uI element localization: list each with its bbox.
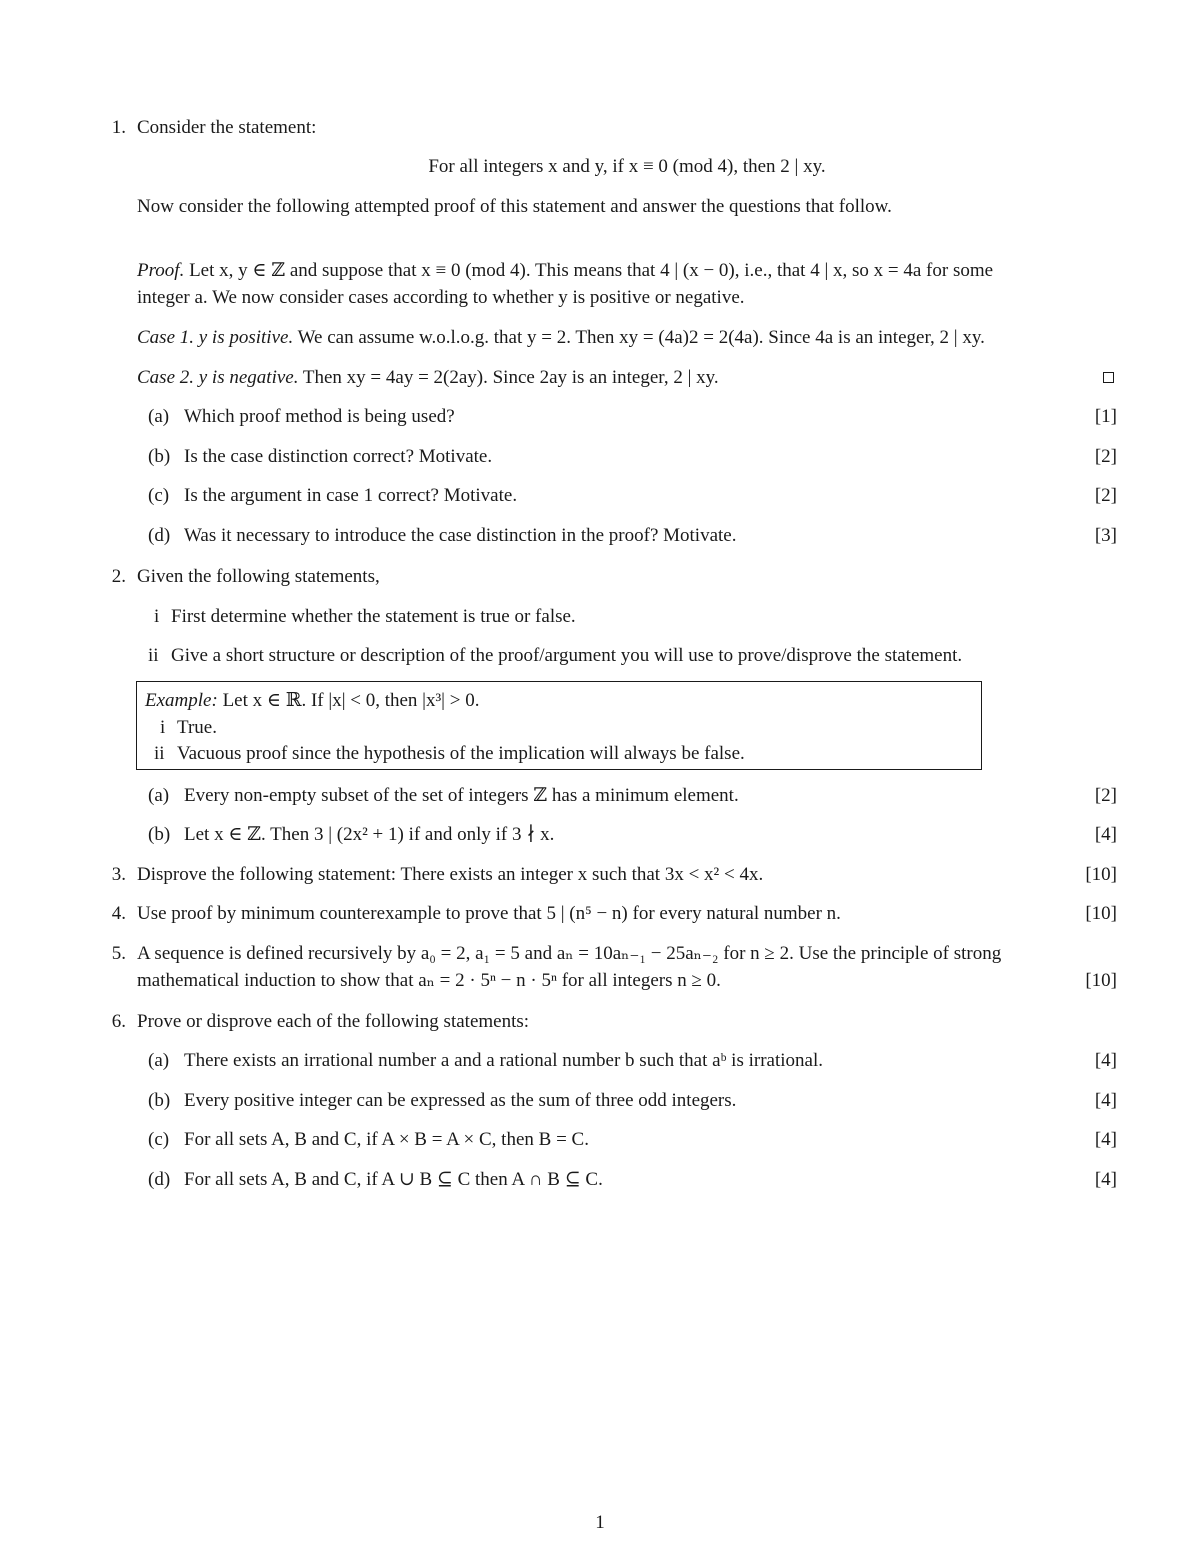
q6-intro: Prove or disprove each of the following statements:	[137, 1011, 530, 1032]
q5-number: 5.	[111, 943, 126, 964]
q2-step-i-label: i	[154, 606, 160, 627]
example-i-text: True.	[177, 717, 217, 738]
q1-part-a-label: (a)	[148, 406, 170, 427]
q6-part-c-marks: [4]	[1094, 1129, 1117, 1150]
case2-label: Case 2. y is negative.	[137, 367, 299, 388]
q1-part-d-marks: [3]	[1094, 525, 1117, 546]
q2-step-i-text: First determine whether the statement is true or false.	[171, 606, 576, 627]
q6-part-a-label: (a)	[148, 1050, 170, 1071]
q6-part-d-text: For all sets A, B and C, if A ∪ B ⊆ C then A ∩ B ⊆ C.	[184, 1169, 603, 1190]
q5-line2: mathematical induction to show that aₙ = 2 · 5ⁿ − n · 5ⁿ for all integers n ≥ 0.	[137, 970, 721, 991]
q4-marks: [10]	[1085, 903, 1117, 924]
q6-part-b-text: Every positive integer can be expressed as the sum of three odd integers.	[184, 1090, 737, 1111]
page-number: 1	[595, 1512, 605, 1533]
example-line1	[145, 688, 479, 714]
q2-part-a-text: Every non-empty subset of the set of integers ℤ has a minimum element.	[184, 785, 739, 806]
q1-part-a-marks: [1]	[1094, 406, 1117, 427]
q1-intro: Consider the statement:	[137, 117, 317, 138]
q2-part-a-marks: [2]	[1094, 785, 1117, 806]
case2-text: Then xy = 4ay = 2(2ay). Since 2ay is an integer, 2 | xy.	[298, 367, 719, 388]
q1-part-c-text: Is the argument in case 1 correct? Motivate.	[184, 485, 518, 506]
q2-part-b-marks: [4]	[1094, 824, 1117, 845]
example-text: Let x ∈ ℝ. If |x| < 0, then |x³| > 0.	[217, 690, 480, 711]
q1-proof-line2: integer a. We now consider cases according to whether y is positive or negative.	[137, 287, 745, 308]
case1-label: Case 1. y is positive.	[137, 327, 294, 348]
q6-part-d-label: (d)	[148, 1169, 171, 1190]
case1-text: We can assume w.o.l.o.g. that y = 2. Then xy = (4a)2 = 2(4a). Since 4a is an integer, 2 | xy.	[293, 327, 985, 348]
proof-label: Proof.	[137, 260, 185, 281]
q1-statement: For all integers x and y, if x ≡ 0 (mod 4), then 2 | xy.	[428, 156, 826, 177]
qed-square-icon	[1103, 372, 1114, 383]
example-ii-text: Vacuous proof since the hypothesis of the implication will always be false.	[177, 743, 745, 764]
q1-part-c-marks: [2]	[1094, 485, 1117, 506]
q1-proof-line1	[137, 258, 993, 284]
q4-text: Use proof by minimum counterexample to prove that 5 | (n⁵ − n) for every natural number n.	[137, 903, 841, 924]
q3-marks: [10]	[1085, 864, 1117, 885]
q1-part-d-text: Was it necessary to introduce the case distinction in the proof? Motivate.	[184, 525, 737, 546]
q1-part-a-text: Which proof method is being used?	[184, 406, 455, 427]
q6-part-c-text: For all sets A, B and C, if A × B = A × C, then B = C.	[184, 1129, 589, 1150]
example-i-label: i	[160, 717, 166, 738]
q2-part-b-label: (b)	[148, 824, 171, 845]
q1-part-b-text: Is the case distinction correct? Motivate.	[184, 446, 493, 467]
q4-number: 4.	[111, 903, 126, 924]
q6-part-d-marks: [4]	[1094, 1169, 1117, 1190]
q5-line1: A sequence is defined recursively by a₀ = 2, a₁ = 5 and aₙ = 10aₙ₋₁ − 25aₙ₋₂ for n ≥ 2. Use the principle of strong	[137, 943, 1002, 964]
q1-case1	[137, 325, 985, 351]
q2-step-ii-text: Give a short structure or description of the proof/argument you will use to prove/disprove the statement.	[171, 645, 963, 666]
q1-number: 1.	[111, 117, 126, 138]
q6-number: 6.	[111, 1011, 126, 1032]
q3-text: Disprove the following statement: There exists an integer x such that 3x < x² < 4x.	[137, 864, 764, 885]
q1-part-c-label: (c)	[148, 485, 170, 506]
q3-number: 3.	[111, 864, 126, 885]
q6-part-a-text: There exists an irrational number a and a rational number b such that aᵇ is irrational.	[184, 1050, 823, 1071]
q1-part-d-label: (d)	[148, 525, 171, 546]
q1-case2	[137, 365, 719, 391]
q2-part-b-text: Let x ∈ ℤ. Then 3 | (2x² + 1) if and only if 3 ∤ x.	[184, 824, 555, 845]
q2-step-ii-label: ii	[148, 645, 159, 666]
q2-number: 2.	[111, 566, 126, 587]
proof-text-1: Let x, y ∈ ℤ and suppose that x ≡ 0 (mod 4). This means that 4 | (x − 0), i.e., that 4 | x, so x = 4a for some	[184, 260, 994, 281]
q6-part-c-label: (c)	[148, 1129, 170, 1150]
q1-part-b-marks: [2]	[1094, 446, 1117, 467]
q1-instruction: Now consider the following attempted proof of this statement and answer the questions that follow.	[137, 196, 892, 217]
q2-intro: Given the following statements,	[137, 566, 380, 587]
example-ii-label: ii	[154, 743, 165, 764]
q1-part-b-label: (b)	[148, 446, 171, 467]
example-label: Example:	[145, 690, 218, 711]
q6-part-a-marks: [4]	[1094, 1050, 1117, 1071]
q6-part-b-label: (b)	[148, 1090, 171, 1111]
q5-marks: [10]	[1085, 970, 1117, 991]
q6-part-b-marks: [4]	[1094, 1090, 1117, 1111]
q2-part-a-label: (a)	[148, 785, 170, 806]
